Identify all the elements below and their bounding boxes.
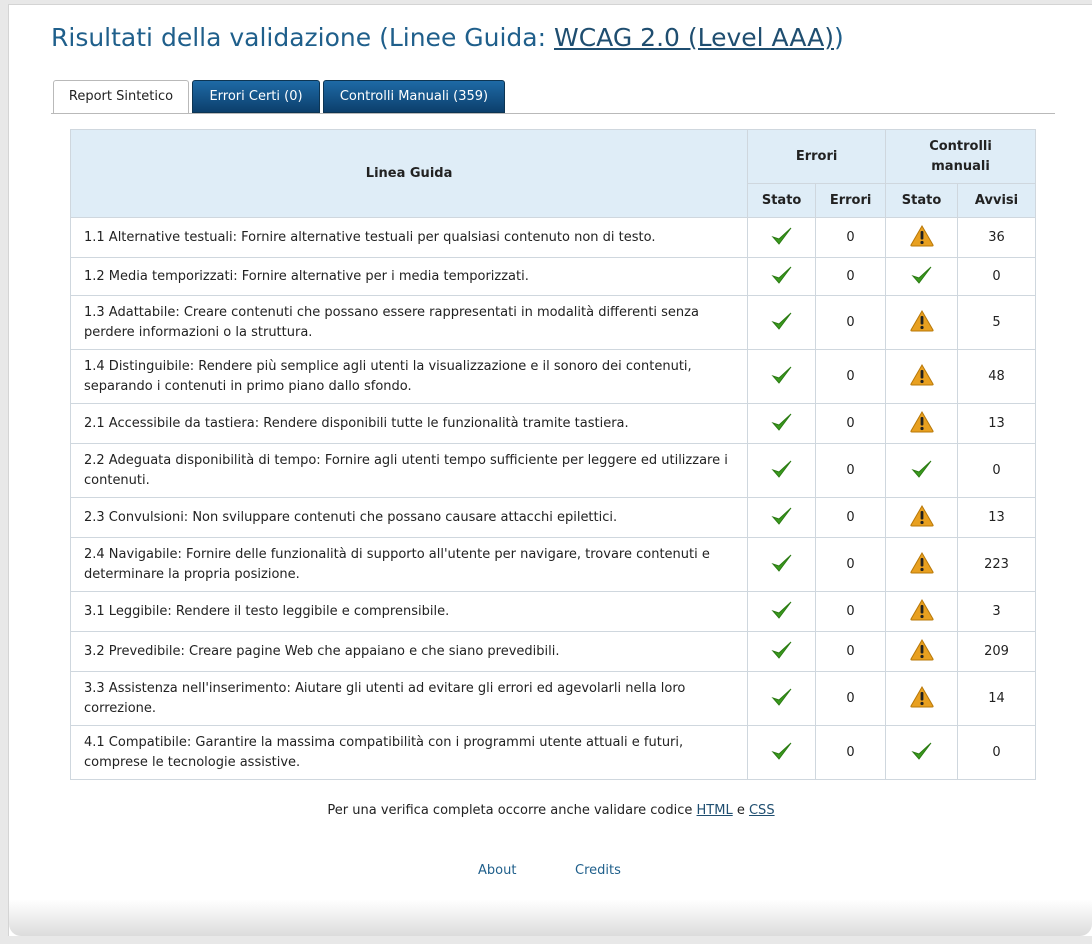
errors-cell: 0 — [816, 672, 886, 726]
validation-note — [9, 803, 1092, 818]
manual-status-cell — [886, 726, 958, 780]
header-errors: Errori — [816, 184, 886, 218]
errors-cell: 0 — [816, 538, 886, 592]
credits-link[interactable]: Credits — [575, 863, 621, 878]
errors-cell: 0 — [816, 350, 886, 404]
errors-cell: 0 — [816, 218, 886, 258]
note-text: Per una verifica completa occorre anche validare codice — [327, 803, 697, 818]
errors-cell: 0 — [816, 498, 886, 538]
results-table — [70, 129, 1036, 780]
page-title — [51, 23, 844, 52]
html-link[interactable]: HTML — [696, 803, 733, 818]
errors-cell: 0 — [816, 296, 886, 350]
manual-status-cell — [886, 498, 958, 538]
header-guideline: Linea Guida — [71, 130, 748, 218]
results-body — [71, 218, 1036, 780]
manual-status-cell — [886, 444, 958, 498]
errors-cell: 0 — [816, 404, 886, 444]
warning-icon — [910, 686, 934, 712]
check-icon — [771, 458, 793, 484]
status-cell — [748, 350, 816, 404]
guideline-text: 1.3 Adattabile: Creare contenuti che possano essere rappresentati in modalità differenti senza perdere informazioni o la struttura. — [71, 296, 748, 350]
manual-status-cell — [886, 350, 958, 404]
note-and: e — [732, 803, 749, 818]
check-icon — [771, 364, 793, 390]
status-cell — [748, 632, 816, 672]
header-status: Stato — [748, 184, 816, 218]
status-cell — [748, 498, 816, 538]
status-cell — [748, 726, 816, 780]
manual-status-cell — [886, 632, 958, 672]
title-suffix: ) — [834, 23, 844, 52]
check-icon — [911, 458, 933, 484]
warning-icon — [910, 599, 934, 625]
errors-cell: 0 — [816, 726, 886, 780]
status-cell — [748, 258, 816, 296]
tab-divider — [51, 113, 1055, 114]
guideline-text: 2.4 Navigabile: Fornire delle funzionalità di supporto all'utente per navigare, trovare contenuti e determinare la propria posizione. — [71, 538, 748, 592]
status-cell — [748, 538, 816, 592]
css-link[interactable]: CSS — [748, 803, 775, 818]
warning-icon — [910, 364, 934, 390]
errors-cell: 0 — [816, 258, 886, 296]
warnings-cell: 36 — [958, 218, 1036, 258]
guideline-text: 2.2 Adeguata disponibilità di tempo: Fornire agli utenti tempo sufficiente per leggere ed utilizzare i contenuti. — [71, 444, 748, 498]
header-warnings: Avvisi — [958, 184, 1036, 218]
status-cell — [748, 672, 816, 726]
errors-cell: 0 — [816, 632, 886, 672]
check-icon — [911, 740, 933, 766]
warnings-cell: 13 — [958, 404, 1036, 444]
manual-status-cell — [886, 218, 958, 258]
warnings-cell: 14 — [958, 672, 1036, 726]
header-manual-status: Stato — [886, 184, 958, 218]
warning-icon — [910, 505, 934, 531]
warnings-cell: 13 — [958, 498, 1036, 538]
warnings-cell: 48 — [958, 350, 1036, 404]
manual-status-cell — [886, 672, 958, 726]
warning-icon — [910, 639, 934, 665]
status-cell — [748, 404, 816, 444]
page — [8, 4, 1092, 936]
tab-errori-certi[interactable]: Errori Certi (0) — [192, 80, 320, 113]
errors-cell: 0 — [816, 444, 886, 498]
tab-controlli-manuali[interactable]: Controlli Manuali (359) — [323, 80, 505, 113]
table-row — [71, 538, 1036, 592]
manual-status-cell — [886, 404, 958, 444]
errors-cell: 0 — [816, 592, 886, 632]
check-icon — [771, 599, 793, 625]
guideline-text: 3.1 Leggibile: Rendere il testo leggibile e comprensibile. — [71, 592, 748, 632]
table-row — [71, 218, 1036, 258]
table-row — [71, 498, 1036, 538]
warning-icon — [910, 552, 934, 578]
warning-icon — [910, 310, 934, 336]
warnings-cell: 0 — [958, 258, 1036, 296]
warnings-cell: 209 — [958, 632, 1036, 672]
header-errors-group: Errori — [748, 130, 886, 184]
guideline-text: 2.1 Accessibile da tastiera: Rendere disponibili tutte le funzionalità tramite tastiera. — [71, 404, 748, 444]
table-row — [71, 632, 1036, 672]
warnings-cell: 5 — [958, 296, 1036, 350]
table-row — [71, 258, 1036, 296]
guidelines-link[interactable]: WCAG 2.0 (Level AAA) — [554, 23, 835, 52]
manual-status-cell — [886, 258, 958, 296]
table-row — [71, 404, 1036, 444]
guideline-text: 1.1 Alternative testuali: Fornire alternative testuali per qualsiasi contenuto non di testo. — [71, 218, 748, 258]
warning-icon — [910, 411, 934, 437]
check-icon — [771, 225, 793, 251]
manual-status-cell — [886, 592, 958, 632]
check-icon — [771, 552, 793, 578]
header-manual-group: Controlli manuali — [886, 130, 1036, 184]
check-icon — [771, 740, 793, 766]
check-icon — [771, 639, 793, 665]
guideline-text: 4.1 Compatibile: Garantire la massima compatibilità con i programmi utente attuali e futuri, comprese le tecnologie assistive. — [71, 726, 748, 780]
warning-icon — [910, 225, 934, 251]
page-bottom-shade — [9, 900, 1092, 936]
manual-status-cell — [886, 296, 958, 350]
guideline-text: 1.2 Media temporizzati: Fornire alternative per i media temporizzati. — [71, 258, 748, 296]
status-cell — [748, 444, 816, 498]
warnings-cell: 0 — [958, 444, 1036, 498]
about-link[interactable]: About — [478, 863, 517, 878]
check-icon — [771, 411, 793, 437]
table-row — [71, 350, 1036, 404]
table-row — [71, 672, 1036, 726]
table-row — [71, 592, 1036, 632]
warnings-cell: 0 — [958, 726, 1036, 780]
check-icon — [911, 264, 933, 290]
guideline-text: 3.2 Prevedibile: Creare pagine Web che appaiano e che siano prevedibili. — [71, 632, 748, 672]
check-icon — [771, 264, 793, 290]
table-row — [71, 726, 1036, 780]
check-icon — [771, 310, 793, 336]
check-icon — [771, 686, 793, 712]
manual-status-cell — [886, 538, 958, 592]
status-cell — [748, 218, 816, 258]
check-icon — [771, 505, 793, 531]
guideline-text: 2.3 Convulsioni: Non sviluppare contenuti che possano causare attacchi epilettici. — [71, 498, 748, 538]
table-row — [71, 296, 1036, 350]
status-cell — [748, 296, 816, 350]
tab-report-sintetico[interactable]: Report Sintetico — [53, 80, 189, 114]
table-row — [71, 444, 1036, 498]
title-prefix: Risultati della validazione (Linee Guida: — [51, 23, 554, 52]
guideline-text: 3.3 Assistenza nell'inserimento: Aiutare gli utenti ad evitare gli errori ed agevolarli nella loro correzione. — [71, 672, 748, 726]
status-cell — [748, 592, 816, 632]
warnings-cell: 3 — [958, 592, 1036, 632]
guideline-text: 1.4 Distinguibile: Rendere più semplice agli utenti la visualizzazione e il sonoro dei contenuti, separando i contenuti in primo piano dallo sfondo. — [71, 350, 748, 404]
warnings-cell: 223 — [958, 538, 1036, 592]
